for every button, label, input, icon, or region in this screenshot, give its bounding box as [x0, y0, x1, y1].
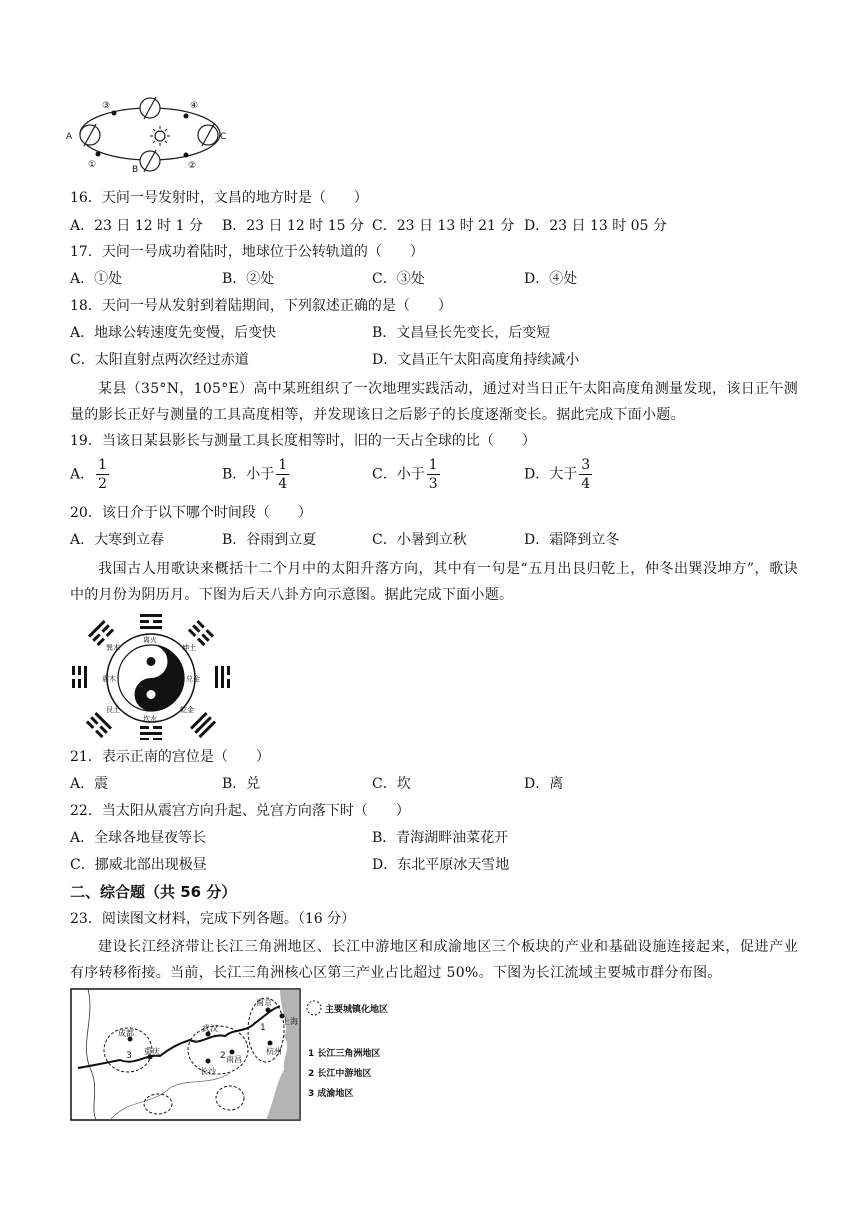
map-region-3: 3 [126, 1051, 132, 1061]
sun-icon [150, 126, 170, 146]
q21-option-d[interactable]: D．离 [524, 776, 564, 792]
orbit-label-A: A [66, 132, 73, 142]
q23-passage: 建设长江经济带让长江三角洲地区、长江中游地区和成渝地区三个板块的产业和基础设施连接起来，促进产业有序转移衔接。当前，长江三角洲核心区第三产业占比超过 50%。下图为长江流域主要城市群分布图。 [70, 939, 798, 981]
q20-option-b[interactable]: B．谷雨到立夏 [222, 532, 317, 548]
fraction-numerator: 1 [278, 457, 288, 473]
earth-orbit-figure [62, 92, 232, 174]
fraction-numerator: 3 [581, 457, 591, 473]
map-region-2: 2 [220, 1051, 226, 1061]
bagua-label-li: 离火 [143, 636, 157, 644]
fraction-denominator: 2 [98, 476, 108, 492]
q20-option-a[interactable]: A．大寒到立春 [70, 532, 165, 548]
q18-option-a[interactable]: A．地球公转速度先变慢，后变快 [70, 325, 277, 341]
q21-option-c[interactable]: C．坎 [372, 776, 411, 792]
q19-option-d-prefix: D．大于 [524, 466, 578, 483]
q19-option-a-prefix: A． [70, 466, 95, 483]
passage-bagua: 我国古人用歌诀来概括十二个月中的太阳升落方向，其中有一句是“五月出艮归乾上，仲冬出巽没坤方”，歌诀中的月份为阴历月。下图为后天八卦方向示意图。据此完成下面小题。 [70, 561, 798, 603]
legend-item-2: 2 长江中游地区 [308, 1069, 372, 1079]
q17-stem: 17．天问一号成功着陆时，地球位于公转轨道的（ ） [70, 244, 424, 260]
q22-option-c[interactable]: C．挪威北部出现极昼 [70, 857, 207, 873]
q17-option-a[interactable]: A．①处 [70, 271, 123, 287]
q21-option-a[interactable]: A．震 [70, 776, 109, 792]
orbit-label-B: B [132, 165, 139, 174]
yangtze-city-cluster-map [70, 988, 410, 1123]
q19-option-d[interactable] [524, 456, 592, 493]
bagua-label-kun: 坤土 [182, 644, 196, 652]
section-title: 二、综合题（共 56 分） [70, 883, 237, 901]
orbit-label-3: ③ [102, 101, 111, 111]
q22-option-b[interactable]: B．青海湖畔油菜花开 [372, 830, 509, 846]
q21-stem: 21．表示正南的宫位是（ ） [70, 749, 270, 765]
fraction-denominator: 4 [278, 476, 288, 492]
legend-dashed-circle-icon [307, 1001, 321, 1015]
legend-item-3: 3 成渝地区 [308, 1089, 354, 1099]
map-city-wuhan: 武汉 [202, 1024, 218, 1033]
legend-circle-label: 主要城镇化地区 [325, 1005, 389, 1015]
map-city-nanchang: 南昌 [226, 1055, 242, 1064]
fraction-denominator: 4 [581, 476, 591, 492]
q19-option-b[interactable] [222, 456, 289, 493]
q23-stem: 23．阅读图文材料，完成下列各题。（16 分） [70, 911, 356, 927]
map-city-chengdu: 成都 [118, 1029, 134, 1038]
q19-option-b-prefix: B．小于 [222, 466, 275, 483]
q17-option-d[interactable]: D．④处 [524, 271, 578, 287]
map-city-nanjing: 南京 [256, 998, 272, 1007]
fraction-numerator: 1 [428, 457, 438, 473]
fraction [96, 456, 109, 493]
orbit-label-1: ① [88, 160, 97, 170]
q19-option-a[interactable] [70, 456, 109, 493]
fraction-denominator: 3 [428, 476, 438, 492]
q17-option-b[interactable]: B．②处 [222, 271, 275, 287]
fraction [427, 456, 440, 493]
orbit-label-4: ④ [190, 101, 199, 111]
q16-option-a[interactable]: A．23 日 12 时 1 分 [70, 218, 203, 234]
fraction-numerator: 1 [98, 457, 108, 473]
yin-yang-icon [118, 645, 184, 711]
fraction [276, 456, 289, 493]
q21-option-b[interactable]: B．兑 [222, 776, 261, 792]
bagua-label-kan: 坎水 [143, 715, 157, 723]
q22-option-a[interactable]: A．全球各地昼夜等长 [70, 830, 207, 846]
legend-item-1: 1 长江三角洲地区 [308, 1049, 381, 1059]
q18-option-c[interactable]: C．太阳直射点两次经过赤道 [70, 352, 249, 368]
q22-stem: 22．当太阳从震宫方向升起、兑宫方向落下时（ ） [70, 803, 410, 819]
q17-option-c[interactable]: C．③处 [372, 271, 425, 287]
q20-stem: 20．该日介于以下哪个时间段（ ） [70, 505, 312, 521]
q18-option-b[interactable]: B．文昌昼长先变长，后变短 [372, 325, 551, 341]
orbit-label-2: ② [188, 161, 197, 171]
q16-option-d[interactable]: D．23 日 13 时 05 分 [524, 218, 667, 234]
q16-option-b[interactable]: B．23 日 12 时 15 分 [222, 218, 364, 234]
bagua-label-zhen: 震木 [102, 675, 116, 683]
fraction [579, 456, 592, 493]
map-region-1: 1 [260, 1023, 266, 1033]
map-city-shanghai: 上海 [282, 1017, 298, 1026]
q18-stem: 18．天问一号从发射到着陆期间，下列叙述正确的是（ ） [70, 298, 452, 314]
bagua-label-dui: 兑金 [186, 675, 200, 683]
map-city-changsha: 长沙 [200, 1067, 216, 1076]
q19-option-c-prefix: C．小于 [372, 466, 425, 483]
bagua-label-xun: 巽木 [106, 644, 120, 652]
bagua-label-gen: 艮土 [106, 706, 120, 714]
q22-option-d[interactable]: D．东北平原冰天雪地 [372, 857, 510, 873]
q20-option-c[interactable]: C．小暑到立秋 [372, 532, 467, 548]
map-city-hangzhou: 杭州 [266, 1047, 282, 1056]
q19-stem: 19．当该日某县影长与测量工具长度相等时，旧的一天占全球的比（ ） [70, 433, 536, 449]
q19-option-c[interactable] [372, 456, 440, 493]
q16-stem: 16．天问一号发射时，文昌的地方时是（ ） [70, 190, 368, 206]
q16-option-c[interactable]: C．23 日 13 时 21 分 [372, 218, 515, 234]
map-city-chongqing: 重庆 [144, 1047, 160, 1056]
q20-option-d[interactable]: D．霜降到立冬 [524, 532, 620, 548]
bagua-label-qian: 乾金 [180, 706, 194, 714]
orbit-label-C: C [220, 132, 227, 142]
passage-shadow-activity: 某县（35°N，105°E）高中某班组织了一次地理实践活动，通过对当日正午太阳高度角测量发现，该日正午测量的影长正好与测量的工具高度相等，并发现该日之后影子的长度逐渐变长。据此完成下面小题。 [70, 381, 798, 423]
q18-option-d[interactable]: D．文昌正午太阳高度角持续减小 [372, 352, 580, 368]
bagua-figure [70, 612, 232, 740]
